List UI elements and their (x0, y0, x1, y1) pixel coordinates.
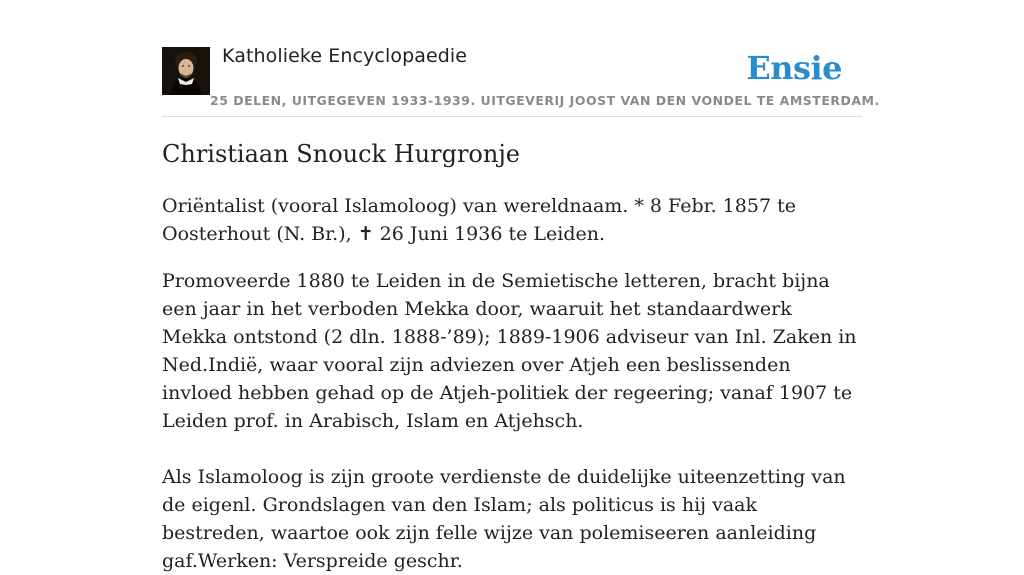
source-header (162, 45, 880, 117)
brand-logo-link[interactable]: Ensie (746, 49, 842, 87)
article (162, 138, 862, 575)
source-title[interactable]: Katholieke Encyclopaedie (222, 45, 468, 67)
source-subtitle: 25 DELEN, UITGEGEVEN 1933-1939. UITGEVERIJ JOOST VAN DEN VONDEL TE AMSTERDAM. (210, 93, 880, 108)
portrait-image (162, 47, 210, 95)
article-title: Christiaan Snouck Hurgronje (162, 140, 520, 168)
avatar[interactable] (162, 47, 210, 95)
article-paragraph: Oriëntalist (vooral Islamoloog) van wereldnaam. * 8 Febr. 1857 te Oosterhout (N. Br.), ✝ 26 Juni 1936 te Leiden. (162, 195, 796, 245)
article-paragraph: Promoveerde 1880 te Leiden in de Semietische letteren, bracht bijna een jaar in het verboden Mekka door, waaruit het standaardwerk Mekka ontstond (2 dln. 1888-’89); 1889-1906 adviseur van Inl. Zaken in Ned.Indië, waar vooral zijn adviezen over Atjeh een beslissenden invloed hebben gehad op de Atjeh-politiek der regeering; vanaf 1907 te Leiden prof. in Arabisch, Islam en Atjehsch. Als Islamoloog is zijn groote verdienste de duidelijke uiteenzetting van de eigenl. Grondslagen van den Islam; als politicus is hij vaak bestreden, waartoe ook zijn felle wijze van polemiseeren aanleiding gaf.Werken: Verspreide geschr. (162, 270, 857, 572)
